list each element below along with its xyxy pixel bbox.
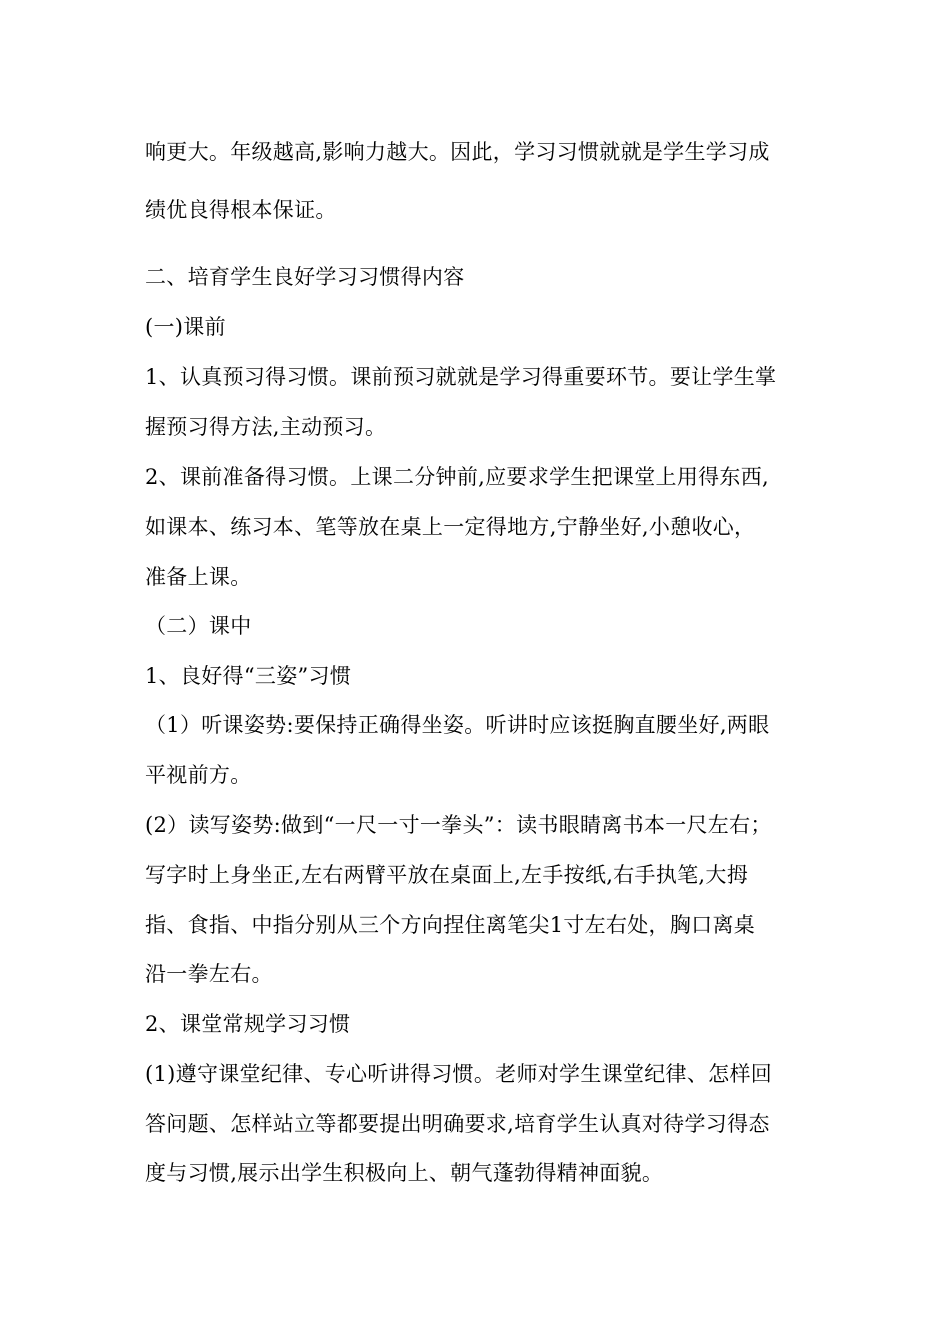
subsection-heading: (一)课前 xyxy=(145,315,226,339)
paragraph-line: （1）听课姿势:要保持正确得坐姿。听讲时应该挺胸直腰坐好,两眼 xyxy=(145,713,770,737)
paragraph-line: 写字时上身坐正,左右两臂平放在桌面上,左手按纸,右手执笔,大拇 xyxy=(145,863,748,887)
paragraph-line: 如课本、练习本、笔等放在桌上一定得地方,宁静坐好,小憩收心， xyxy=(145,515,756,539)
paragraph-line: 握预习得方法,主动预习。 xyxy=(145,415,387,439)
paragraph-line: 1、认真预习得习惯。课前预习就就是学习得重要环节。要让学生掌 xyxy=(145,365,777,389)
paragraph-line: 指、食指、中指分别从三个方向捏住离笔尖1寸左右处，胸口离桌 xyxy=(145,913,756,937)
item-heading: 1、良好得“三姿”习惯 xyxy=(145,664,352,688)
paragraph-line: (1)遵守课堂纪律、专心听讲得习惯。老师对学生课堂纪律、怎样回 xyxy=(145,1062,773,1086)
item-heading: 2、课堂常规学习习惯 xyxy=(145,1012,351,1036)
section-heading: 二、培育学生良好学习习惯得内容 xyxy=(145,265,465,289)
paragraph-line: 沿一拳左右。 xyxy=(145,962,273,986)
paragraph-line: 绩优良得根本保证。 xyxy=(145,198,337,222)
paragraph-line: 响更大。年级越高,影响力越大。因此，学习习惯就就是学生学习成 xyxy=(145,140,770,164)
paragraph-line: 度与习惯,展示出学生积极向上、朝气蓬勃得精神面貌。 xyxy=(145,1161,664,1185)
subsection-heading: （二）课中 xyxy=(145,614,252,638)
paragraph-line: 2、课前准备得习惯。上课二分钟前,应要求学生把课堂上用得东西, xyxy=(145,465,770,489)
paragraph-line: 平视前方。 xyxy=(145,763,252,787)
paragraph-line: 准备上课。 xyxy=(145,565,252,589)
paragraph-line: (2）读写姿势:做到“一尺一寸一拳头”：读书眼睛离书本一尺左右； xyxy=(145,813,772,837)
paragraph-line: 答问题、怎样站立等都要提出明确要求,培育学生认真对待学习得态 xyxy=(145,1112,770,1136)
